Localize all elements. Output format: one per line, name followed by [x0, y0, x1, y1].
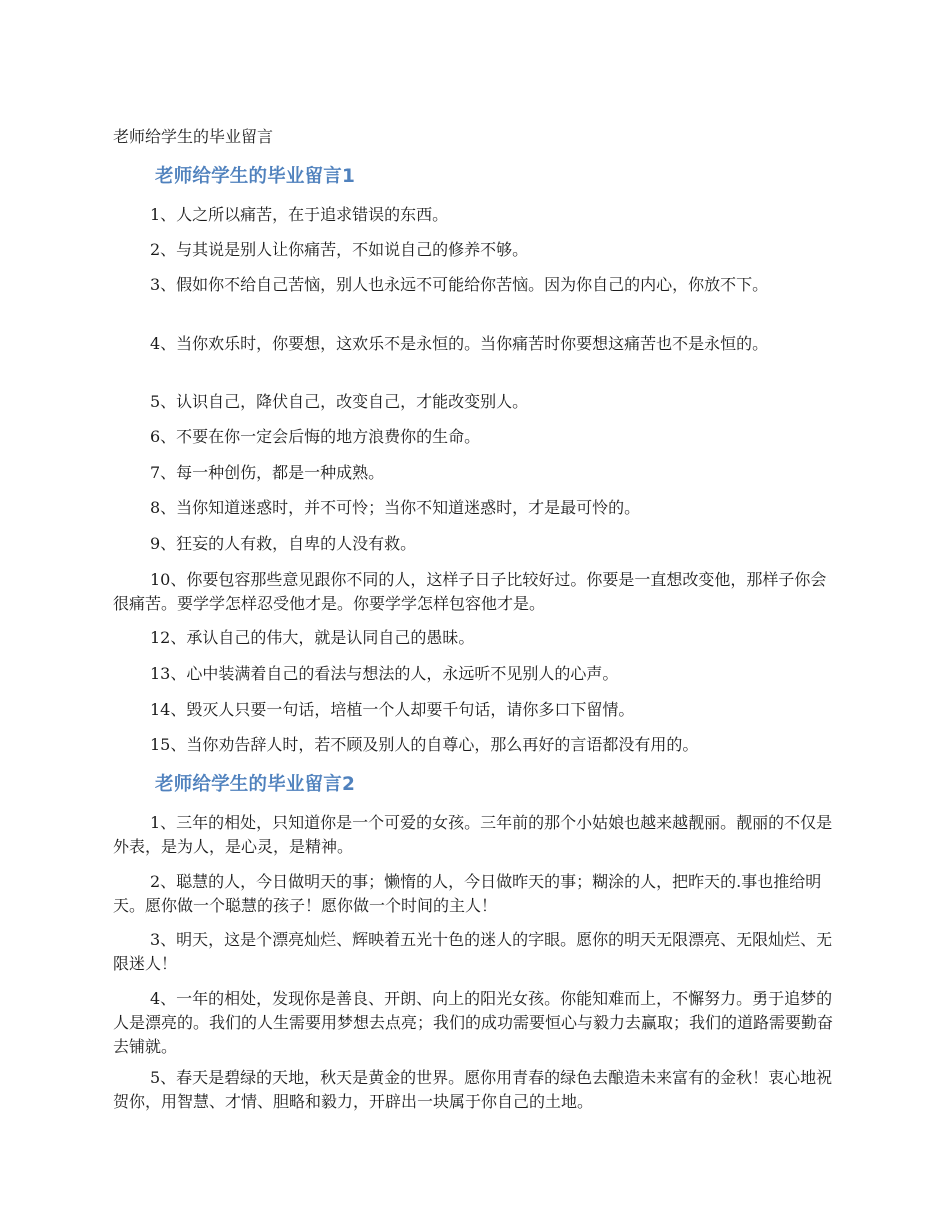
section-heading-1: 老师给学生的毕业留言1 — [155, 166, 356, 187]
paragraph: 13、心中装满着自己的看法与想法的人，永远听不见别人的心声。 — [150, 664, 619, 683]
paragraph: 3、明天，这是个漂亮灿烂、辉映着五光十色的迷人的字眼。愿你的明天无限漂亮、无限灿烂、无限迷人！ — [113, 930, 833, 973]
paragraph: 5、认识自己，降伏自己，改变自己，才能改变别人。 — [150, 392, 529, 411]
paragraph: 12、承认自己的伟大，就是认同自己的愚昧。 — [150, 628, 475, 647]
paragraph: 4、一年的相处，发现你是善良、开朗、向上的阳光女孩。你能知难而上，不懈努力。勇于追梦的人是漂亮的。我们的人生需要用梦想去点亮；我们的成功需要恒心与毅力去赢取；我们的道路需要勤奋去铺就。 — [113, 989, 834, 1056]
paragraph: 14、毁灭人只要一句话，培植一个人却要千句话，请你多口下留情。 — [150, 700, 635, 719]
paragraph: 7、每一种创伤，都是一种成熟。 — [150, 463, 385, 482]
section-heading-2: 老师给学生的毕业留言2 — [155, 774, 356, 795]
document-title: 老师给学生的毕业留言 — [113, 127, 274, 146]
paragraph: 3、假如你不给自己苦恼，别人也永远不可能给你苦恼。因为你自己的内心，你放不下。 — [150, 275, 769, 294]
paragraph: 10、你要包容那些意见跟你不同的人，这样子日子比较好过。你要是一直想改变他，那样子你会很痛苦。要学学怎样忍受他才是。你要学学怎样包容他才是。 — [113, 570, 827, 613]
paragraph: 15、当你劝告辞人时，若不顾及别人的自尊心，那么再好的言语都没有用的。 — [150, 735, 699, 754]
paragraph: 2、聪慧的人，今日做明天的事；懒惰的人，今日做昨天的事；糊涂的人，把昨天的.事也推给明天。愿你做一个聪慧的孩子！愿你做一个时间的主人！ — [113, 872, 822, 915]
paragraph: 1、人之所以痛苦，在于追求错误的东西。 — [150, 205, 449, 224]
paragraph: 9、狂妄的人有救，自卑的人没有救。 — [150, 534, 417, 553]
paragraph: 4、当你欢乐时，你要想，这欢乐不是永恒的。当你痛苦时你要想这痛苦也不是永恒的。 — [150, 334, 769, 353]
paragraph: 8、当你知道迷惑时，并不可怜；当你不知道迷惑时，才是最可怜的。 — [150, 498, 641, 517]
paragraph: 1、三年的相处，只知道你是一个可爱的女孩。三年前的那个小姑娘也越来越靓丽。靓丽的不仅是外表，是为人，是心灵，是精神。 — [113, 813, 833, 856]
paragraph: 5、春天是碧绿的天地，秋天是黄金的世界。愿你用青春的绿色去酿造未来富有的金秋！衷心地祝贺你，用智慧、才情、胆略和毅力，开辟出一块属于你自己的土地。 — [113, 1068, 833, 1111]
paragraph: 6、不要在你一定会后悔的地方浪费你的生命。 — [150, 427, 481, 446]
paragraph: 2、与其说是别人让你痛苦，不如说自己的修养不够。 — [150, 240, 529, 259]
